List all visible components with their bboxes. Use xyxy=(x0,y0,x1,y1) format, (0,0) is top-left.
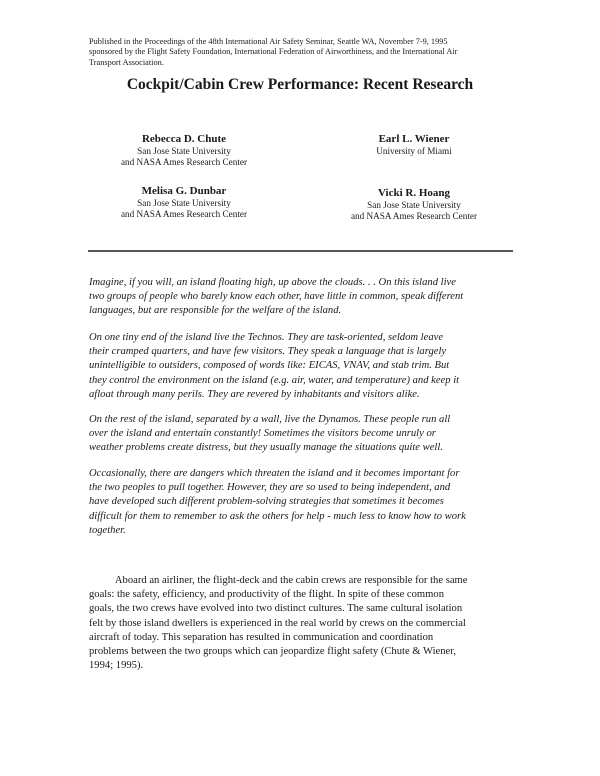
paragraph-line: On one tiny end of the island live the Technos. They are task-oriented, seldom leave xyxy=(89,332,444,343)
author-name: Melisa G. Dunbar xyxy=(141,185,227,197)
section-divider xyxy=(88,250,513,252)
paragraph-line: afloat through many perils. They are revered by inhabitants and visitors alike. xyxy=(89,388,420,400)
paragraph-line: together. xyxy=(89,524,126,536)
paragraph-line: felt by those island dwellers is experienced in the real world by crews on the commercial xyxy=(89,617,466,629)
author-name: Vicki R. Hoang xyxy=(377,187,450,199)
paragraph-line: over the island and entertain constantly! Sometimes the visitors become unruly or xyxy=(89,428,436,440)
paragraph-line: goals: the safety, efficiency, and productivity of the flight. In spite of these common xyxy=(89,589,444,601)
paragraph-line: 1994; 1995). xyxy=(89,660,144,672)
author-affiliation: and NASA Ames Research Center xyxy=(120,157,248,168)
body-paragraph xyxy=(89,574,529,673)
paragraph-line: unintelligible to outsiders, composed of words like: EICAS, VNAV, and stab trim. But xyxy=(89,360,450,372)
paragraph-line: weather problems create distress, but they usually manage the situations quite well. xyxy=(89,442,443,454)
technos-paragraph xyxy=(89,331,529,402)
author-block xyxy=(304,186,524,223)
dangers-paragraph xyxy=(89,467,529,538)
author-block xyxy=(74,132,294,169)
paragraph-line: Imagine, if you will, an island floating high, up above the clouds. . . On this island live xyxy=(89,277,456,288)
author-affiliation: San Jose State University xyxy=(367,200,461,210)
paragraph-line: aircraft of today. This separation has resulted in communication and coordination xyxy=(89,631,434,643)
paragraph-line: goals, the two crews have evolved into two distinct cultures. The same cultural isolation xyxy=(89,603,463,615)
author-block xyxy=(74,184,294,221)
paragraph-line: Aboard an airliner, the flight-deck and the cabin crews are responsible for the same xyxy=(89,575,468,586)
paragraph-line: difficult for them to remember to ask the others for help - much less to know how to work xyxy=(89,510,466,522)
paper-title: Cockpit/Cabin Crew Performance: Recent Research xyxy=(126,76,474,93)
author-affiliation: and NASA Ames Research Center xyxy=(350,211,478,222)
paragraph-line: On the rest of the island, separated by a wall, live the Dynamos. These people run all xyxy=(89,414,451,425)
paragraph-line: their cramped quarters, and have few visitors. They speak a language that is largely xyxy=(89,346,447,358)
author-affiliation: University of Miami xyxy=(376,146,452,156)
publication-note-line: Published in the Proceedings of the 48th International Air Safety Seminar, Seattle WA, November 7-9, 1995 xyxy=(89,37,448,46)
paragraph-line: have developed such different problem-solving strategies that sometimes it becomes xyxy=(89,496,444,508)
paragraph-line: the two peoples to pull together. However, they are so used to being independent, and xyxy=(89,482,451,494)
paragraph-line: two groups of people who barely know each other, have little in common, speak different xyxy=(89,291,464,303)
dynamos-paragraph xyxy=(89,413,529,456)
author-name: Rebecca D. Chute xyxy=(141,133,226,145)
author-affiliation: San Jose State University xyxy=(137,146,231,156)
publication-note-line: Transport Association. xyxy=(89,57,164,67)
author-block xyxy=(304,132,524,157)
author-name: Earl L. Wiener xyxy=(378,133,450,145)
paragraph-line: problems between the two groups which can jeopardize flight safety (Chute & Wiener, xyxy=(89,646,456,658)
author-affiliation: and NASA Ames Research Center xyxy=(120,209,248,220)
paragraph-line: languages, but are responsible for the welfare of the island. xyxy=(89,305,342,317)
intro-paragraph xyxy=(89,276,529,319)
author-affiliation: San Jose State University xyxy=(137,198,231,208)
paragraph-line: they control the environment on the island (e.g. air, water, and temperature) and keep it xyxy=(89,374,460,386)
publication-note xyxy=(89,37,519,68)
publication-note-line: sponsored by the Flight Safety Foundation, International Federation of Airworthiness, and the International Air xyxy=(89,47,458,57)
paragraph-line: Occasionally, there are dangers which threaten the island and it becomes important for xyxy=(89,468,460,479)
